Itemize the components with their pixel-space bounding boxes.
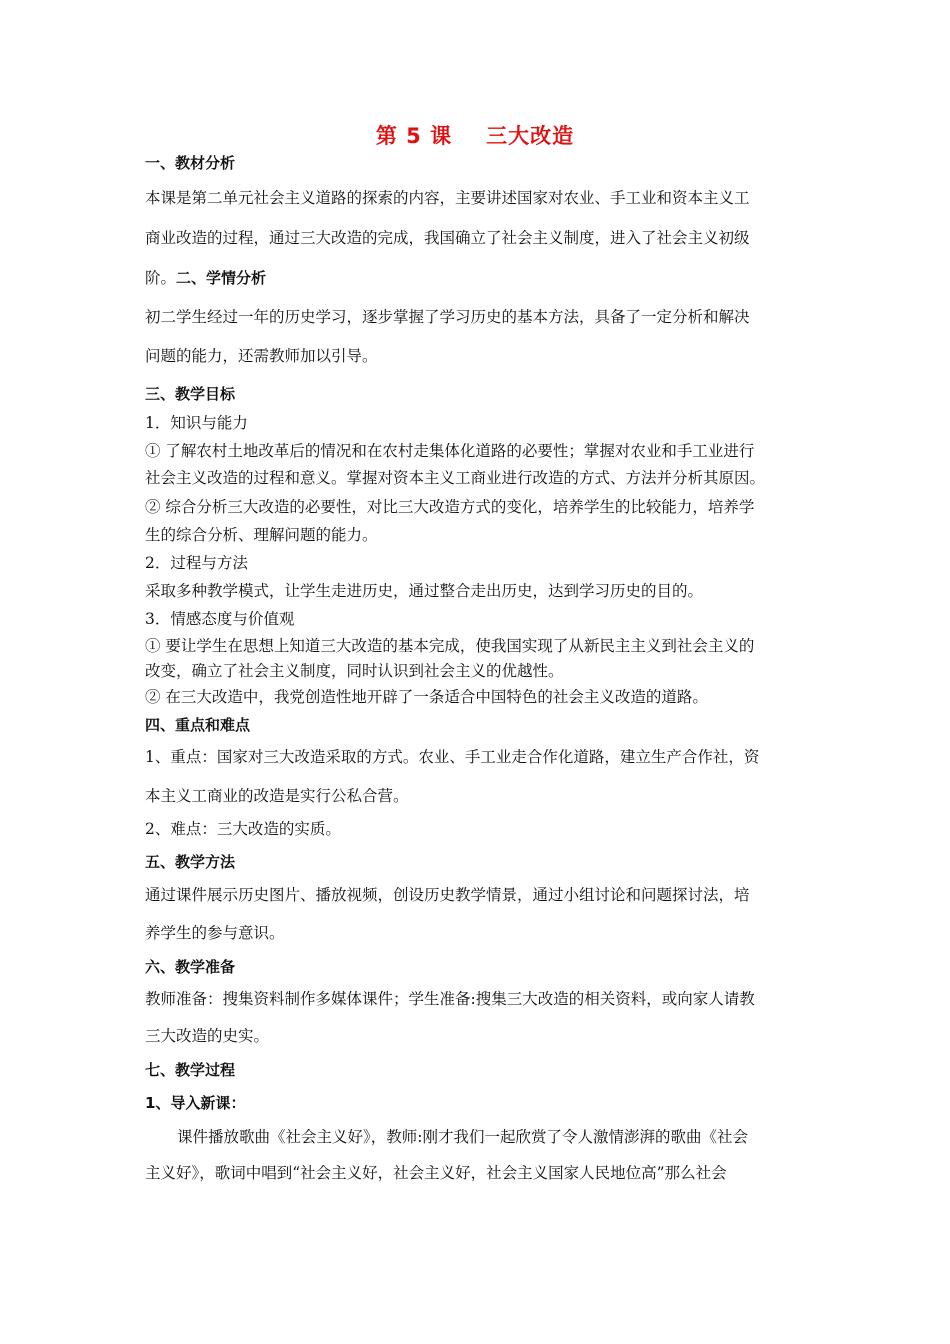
paragraph-line: 生的综合分析、理解问题的能力。 — [145, 526, 378, 544]
subheading: 1．知识与能力 — [145, 414, 248, 432]
subheading: 2．过程与方法 — [145, 554, 248, 572]
paragraph-line: 商业改造的过程，通过三大改造的完成，我国确立了社会主义制度，进入了社会主义初级 — [145, 229, 750, 247]
paragraph-line: 养学生的参与意识。 — [145, 924, 285, 942]
paragraph-line: ② 综合分析三大改造的必要性，对比三大改造方式的变化，培养学生的比较能力，培养学 — [145, 498, 755, 516]
paragraph-text: 阶。 — [145, 269, 177, 287]
section-heading-student-analysis: 二、学情分析 — [176, 269, 267, 287]
paragraph-line: 教师准备：搜集资料制作多媒体课件；学生准备:搜集三大改造的相关资料，或向家人请教 — [145, 990, 755, 1008]
lesson-number: 第 5 课 — [375, 124, 453, 148]
paragraph-line: 社会主义改造的过程和意义。掌握对资本主义工商业进行改造的方式、方法并分析其原因。 — [145, 469, 766, 487]
lesson-title — [0, 120, 950, 150]
lesson-name: 三大改造 — [486, 124, 575, 148]
paragraph-line: ① 了解农村土地改革后的情况和在农村走集体化道路的必要性；掌握对农业和手工业进行 — [145, 442, 755, 460]
section-heading-teaching-process: 七、教学过程 — [145, 1061, 236, 1079]
paragraph-line: 改变，确立了社会主义制度，同时认识到社会主义的优越性。 — [145, 662, 564, 680]
section-heading-teaching-goals: 三、教学目标 — [145, 385, 236, 403]
section-heading-textbook-analysis: 一、教材分析 — [145, 154, 236, 172]
section-heading-teaching-methods: 五、教学方法 — [145, 853, 236, 871]
subheading-introduction: 1、导入新课： — [145, 1094, 246, 1112]
section-heading-preparation: 六、教学准备 — [145, 958, 236, 976]
paragraph-line: 本课是第二单元社会主义道路的探索的内容，主要讲述国家对农业、手工业和资本主义工 — [145, 189, 750, 207]
paragraph-line: 课件播放歌曲《社会主义好》，教师:刚才我们一起欣赏了令人激情澎湃的歌曲《社会 — [177, 1128, 748, 1146]
paragraph-line: 2、难点：三大改造的实质。 — [145, 820, 341, 838]
paragraph-line: 本主义工商业的改造是实行公私合营。 — [145, 787, 409, 805]
paragraph-line: 初二学生经过一年的历史学习，逐步掌握了学习历史的基本方法，具备了一定分析和解决 — [145, 308, 750, 326]
paragraph-line: 通过课件展示历史图片、播放视频，创设历史教学情景，通过小组讨论和问题探讨法，培 — [145, 886, 750, 904]
paragraph-line: 采取多种教学模式，让学生走进历史，通过整合走出历史，达到学习历史的目的。 — [145, 582, 704, 600]
paragraph-line: 三大改造的史实。 — [145, 1027, 270, 1045]
paragraph-line: ② 在三大改造中，我党创造性地开辟了一条适合中国特色的社会主义改造的道路。 — [145, 688, 708, 706]
paragraph-line: 主义好》，歌词中唱到“社会主义好，社会主义好，社会主义国家人民地位高”那么社会 — [145, 1164, 727, 1182]
paragraph-line-with-heading — [145, 267, 805, 289]
paragraph-line: ① 要让学生在思想上知道三大改造的基本完成，使我国实现了从新民主主义到社会主义的 — [145, 637, 755, 655]
paragraph-line: 1、重点：国家对三大改造采取的方式。农业、手工业走合作化道路，建立生产合作社，资 — [145, 748, 760, 766]
section-heading-key-points: 四、重点和难点 — [145, 716, 251, 734]
subheading: 3．情感态度与价值观 — [145, 610, 295, 628]
paragraph-line: 问题的能力，还需教师加以引导。 — [145, 347, 378, 365]
